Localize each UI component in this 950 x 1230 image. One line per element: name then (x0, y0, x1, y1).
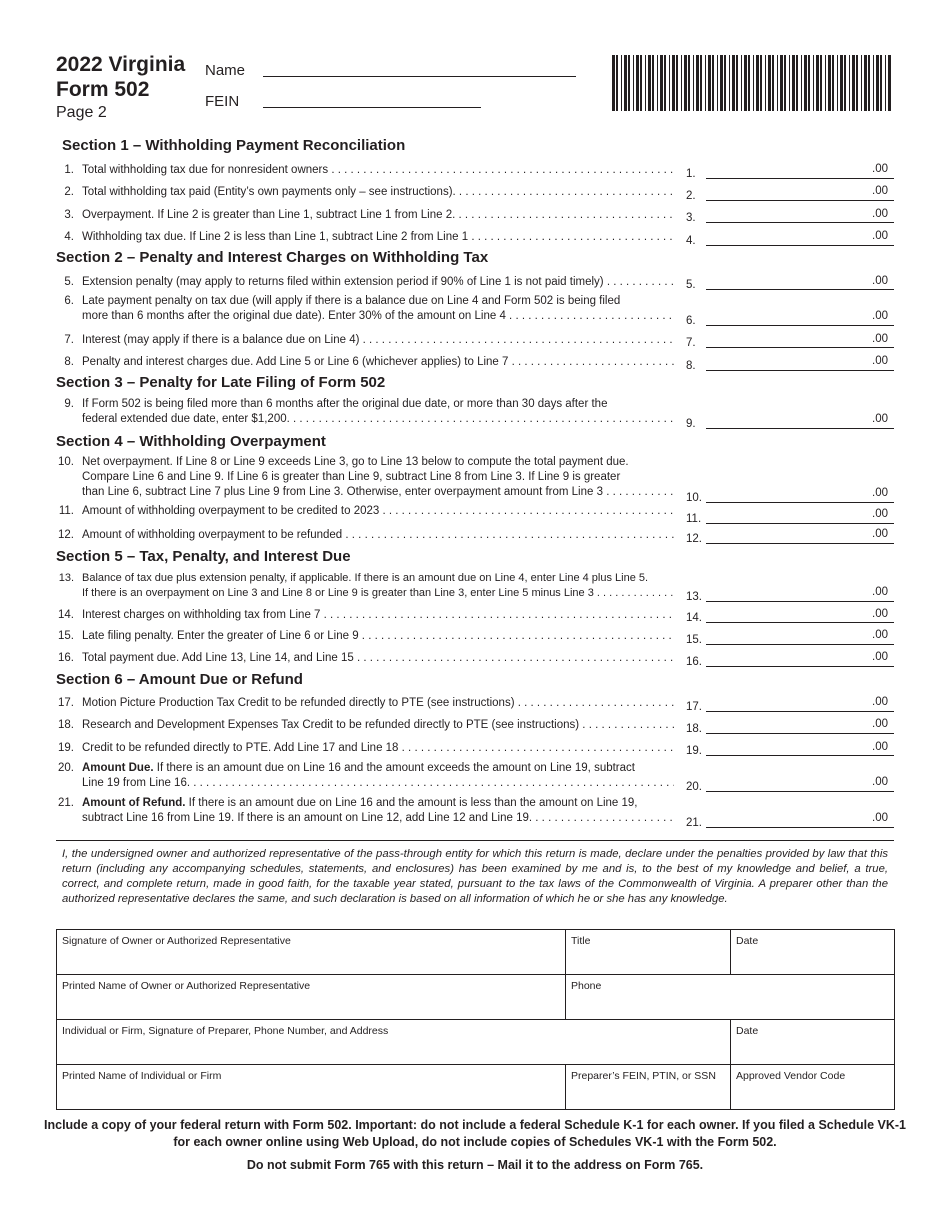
line-11-amount: .00 (872, 508, 888, 520)
preparer-signature-field[interactable] (57, 1020, 731, 1065)
entry-number: 4. (686, 235, 696, 247)
phone-label: Phone (571, 980, 602, 992)
line-label: Total withholding tax paid (Entity’s own payments only – see instructions). (82, 186, 456, 198)
barcode-bar (657, 55, 658, 111)
barcode-bar (720, 55, 723, 111)
barcode-bar (660, 55, 663, 111)
line-2-amount-field[interactable] (706, 200, 894, 201)
line-17 (56, 696, 674, 711)
line-label: Amount of withholding overpayment to be credited to 2023 (82, 505, 380, 517)
line-8-amount-field[interactable] (706, 370, 894, 371)
line-11-amount-field[interactable] (706, 523, 894, 524)
line-label: If there is an amount due on Line 16 and the amount exceeds the amount on Line 19, subtract (153, 762, 635, 774)
entry-number: 1. (686, 168, 696, 180)
line-number: 18. (58, 719, 74, 731)
barcode-bar (888, 55, 891, 111)
line-label-cont: federal extended due date, enter $1,200. (82, 413, 290, 425)
line-number: 2. (64, 186, 74, 198)
barcode-bar (712, 55, 714, 111)
line-number: 19. (58, 742, 74, 754)
owner-signature-field[interactable] (57, 930, 566, 975)
line-label-cont: subtract Line 16 from Line 19. If there is an amount on Line 12, add Line 12 and Line 19. (82, 812, 533, 824)
barcode-bar (820, 55, 822, 111)
line-7 (56, 333, 674, 348)
line-10-amount-field[interactable] (706, 502, 894, 503)
barcode-bar (729, 55, 730, 111)
entry-number: 9. (686, 418, 696, 430)
barcode-bar (717, 55, 718, 111)
form-title (56, 52, 185, 123)
barcode-bar (861, 55, 862, 111)
form-number: Form 502 (56, 78, 150, 101)
page-number: Page 2 (56, 104, 107, 121)
line-4 (56, 230, 674, 245)
declaration-text: I, the undersigned owner and authorized representative of the pass-through entity for which this return is made, declare under the penalties provided by law that this return (including any accompanying schedules, statements, and enclosures) has been examined by me and is, to the best of my knowledge and belief, a true, correct, and complete return, made in good faith, for the taxable year stated, pursuant to the tax laws of the Commonwealth of Virginia. A preparer other than the authorized representative declares the same, and such declaration is based on all information of which he or she has any knowledge. (62, 848, 888, 905)
entry-number: 20. (686, 781, 702, 793)
line-18-amount: .00 (872, 718, 888, 730)
entry-number: 14. (686, 612, 702, 624)
barcode-bar (825, 55, 826, 111)
line-label-cont: more than 6 months after the original due date). Enter 30% of the amount on Line 4 (82, 310, 506, 322)
line-number: 12. (58, 529, 74, 541)
barcode-bar (873, 55, 874, 111)
line-18-amount-field[interactable] (706, 733, 894, 734)
line-3 (56, 208, 674, 223)
vendor-code-field[interactable] (731, 1065, 895, 1110)
line-6 (56, 294, 674, 324)
barcode-bar (744, 55, 747, 111)
printed-owner-label: Printed Name of Owner or Authorized Representative (62, 980, 311, 992)
line-14-amount: .00 (872, 608, 888, 620)
line-label: Credit to be refunded directly to PTE. Add Line 17 and Line 18 (82, 742, 399, 754)
entry-number: 11. (686, 513, 702, 525)
line-10 (56, 455, 674, 500)
line-4-amount: .00 (872, 230, 888, 242)
barcode-bar (840, 55, 843, 111)
barcode-bar (784, 55, 786, 111)
line-number: 4. (64, 231, 74, 243)
barcode-bar (636, 55, 639, 111)
preparer-date-field[interactable] (731, 1020, 895, 1065)
line-label-cont: If there is an overpayment on Line 3 and Line 8 or Line 9 is greater than Line 3, enter Line 5 minus Line 3 (82, 587, 594, 599)
barcode-bar (669, 55, 670, 111)
entry-number: 3. (686, 212, 696, 224)
barcode-bar (876, 55, 879, 111)
section-4-heading: Section 4 – Withholding Overpayment (56, 433, 326, 450)
line-label: Extension penalty (may apply to returns filed within extension period if 90% of Line 1 is not paid timely) (82, 276, 604, 288)
line-19-amount-field[interactable] (706, 755, 894, 756)
barcode-bar (741, 55, 742, 111)
signature-table (56, 929, 895, 1110)
form-year-state: 2022 Virginia (56, 53, 186, 76)
barcode-bar (676, 55, 678, 111)
line-20 (56, 761, 674, 791)
barcode-bar (880, 55, 882, 111)
footer-note-federal-return: Include a copy of your federal return with Form 502. Important: do not include a federal Schedule K-1 for each owner. If you filed a Schedule VK-1 for each owner online using Web Upload, do not include copies of Schedules VK-1 with the Form 502. (44, 1118, 906, 1149)
barcode-bar (885, 55, 886, 111)
line-15-amount-field[interactable] (706, 644, 894, 645)
barcode-bar (724, 55, 726, 111)
line-18 (56, 718, 674, 733)
barcode-bar (868, 55, 870, 111)
barcode-bar (652, 55, 654, 111)
line-17-amount: .00 (872, 696, 888, 708)
barcode-bar (621, 55, 622, 111)
line-12-amount-field[interactable] (706, 543, 894, 544)
line-13 (56, 571, 674, 601)
barcode-bar (748, 55, 750, 111)
line-20-amount-field[interactable] (706, 791, 894, 792)
section-6-heading: Section 6 – Amount Due or Refund (56, 671, 303, 688)
line-number: 8. (64, 356, 74, 368)
line-number: 7. (64, 334, 74, 346)
printed-firm-label: Printed Name of Individual or Firm (62, 1070, 222, 1082)
line-14-amount-field[interactable] (706, 622, 894, 623)
line-label: Late payment penalty on tax due (will apply if there is a balance due on Line 4 and Form 502 is being filed (82, 295, 621, 307)
line-14 (56, 608, 674, 623)
barcode-bar (801, 55, 802, 111)
entry-number: 7. (686, 337, 696, 349)
line-19 (56, 741, 674, 756)
date-label: Date (736, 935, 759, 947)
barcode-bar (696, 55, 699, 111)
barcode-bar (664, 55, 666, 111)
line-16-amount: .00 (872, 651, 888, 663)
preparer-id-field[interactable] (566, 1065, 731, 1110)
barcode-bar (832, 55, 834, 111)
barcode (610, 55, 893, 111)
line-label-bold: Amount of Refund. (82, 797, 186, 809)
barcode-bar (693, 55, 694, 111)
preparer-signature-label: Individual or Firm, Signature of Preparer, Phone Number, and Address (62, 1025, 389, 1037)
barcode-bar (837, 55, 838, 111)
name-field[interactable] (263, 76, 576, 77)
line-16 (56, 651, 674, 666)
line-number: 20. (58, 762, 74, 774)
entry-number: 21. (686, 817, 702, 829)
barcode-bar (760, 55, 762, 111)
barcode-bar (849, 55, 850, 111)
printed-owner-field[interactable] (57, 975, 566, 1020)
line-label: If there is an amount due on Line 16 and the amount is less than the amount on Line 19, (185, 797, 638, 809)
line-label: Balance of tax due plus extension penalty, if applicable. If there is an amount due on Line 4, enter Line 4 plus Line 5. (82, 572, 649, 584)
line-21-amount-field[interactable] (706, 827, 894, 828)
line-label: Total payment due. Add Line 13, Line 14, and Line 15 (82, 652, 354, 664)
barcode-bar (816, 55, 819, 111)
line-number: 9. (64, 398, 74, 410)
barcode-bar (672, 55, 675, 111)
line-number: 17. (58, 697, 74, 709)
barcode-bar (844, 55, 846, 111)
entry-number: 13. (686, 591, 702, 603)
line-9-amount-field[interactable] (706, 428, 894, 429)
entry-number: 19. (686, 745, 702, 757)
barcode-bar (813, 55, 814, 111)
line-number: 1. (64, 164, 74, 176)
line-number: 5. (64, 276, 74, 288)
section-2-heading: Section 2 – Penalty and Interest Charges on Withholding Tax (56, 249, 489, 266)
line-number: 14. (58, 609, 74, 621)
line-15 (56, 629, 674, 644)
fein-label: FEIN (205, 93, 240, 110)
entry-number: 8. (686, 360, 696, 372)
barcode-bar (645, 55, 646, 111)
line-label: Amount of withholding overpayment to be refunded (82, 529, 343, 541)
line-5-amount-field[interactable] (706, 289, 894, 290)
line-15-amount: .00 (872, 629, 888, 641)
barcode-bar (612, 55, 615, 111)
preparer-id-label: Preparer’s FEIN, PTIN, or SSN (571, 1070, 716, 1082)
line-8-amount: .00 (872, 355, 888, 367)
title-field[interactable] (566, 930, 731, 975)
entry-number: 10. (686, 492, 702, 504)
line-7-amount: .00 (872, 333, 888, 345)
barcode-bar (856, 55, 858, 111)
vendor-code-label: Approved Vendor Code (736, 1070, 846, 1082)
line-number: 13. (58, 572, 74, 584)
line-21 (56, 796, 674, 826)
line-label: Penalty and interest charges due. Add Line 5 or Line 6 (whichever applies) to Line 7 (82, 356, 509, 368)
owner-signature-label: Signature of Owner or Authorized Representative (62, 935, 291, 947)
line-label: Motion Picture Production Tax Credit to be refunded directly to PTE (see instructions) (82, 697, 515, 709)
entry-number: 16. (686, 656, 702, 668)
line-6-amount-field[interactable] (706, 325, 894, 326)
barcode-bar (753, 55, 754, 111)
line-7-amount-field[interactable] (706, 347, 894, 348)
section-3-heading: Section 3 – Penalty for Late Filing of Form 502 (56, 374, 386, 391)
line-4-amount-field[interactable] (706, 245, 894, 246)
line-17-amount-field[interactable] (706, 711, 894, 712)
line-5-amount: .00 (872, 275, 888, 287)
line-label: Research and Development Expenses Tax Credit to be refunded directly to PTE (see instructions) (82, 719, 580, 731)
barcode-bar (684, 55, 687, 111)
barcode-bar (640, 55, 642, 111)
barcode-bar (765, 55, 766, 111)
line-1-amount-field[interactable] (706, 178, 894, 179)
barcode-bar (708, 55, 711, 111)
line-label: Net overpayment. If Line 8 or Line 9 exceeds Line 3, go to Line 13 below to compute the total payment due. (82, 456, 629, 468)
preparer-date-label: Date (736, 1025, 759, 1037)
line-label: Total withholding tax due for nonresident owners (82, 164, 329, 176)
barcode-bar (828, 55, 831, 111)
entry-number: 6. (686, 315, 696, 327)
line-13-amount: .00 (872, 586, 888, 598)
barcode-bar (808, 55, 810, 111)
line-3-amount: .00 (872, 208, 888, 220)
barcode-bar (772, 55, 774, 111)
line-19-amount: .00 (872, 741, 888, 753)
line-number: 10. (58, 456, 74, 468)
date-field[interactable] (731, 930, 895, 975)
line-12 (56, 528, 674, 543)
entry-number: 15. (686, 634, 702, 646)
line-10-amount: .00 (872, 487, 888, 499)
entry-number: 5. (686, 279, 696, 291)
line-label-cont: Compare Line 6 and Line 9. If Line 6 is greater than Line 9, subtract Line 8 from Line 3. If Line 9 is greater (82, 471, 621, 483)
barcode-bar (796, 55, 798, 111)
line-1 (56, 163, 674, 178)
line-label: Overpayment. If Line 2 is greater than Line 1, subtract Line 1 from Line 2. (82, 209, 456, 221)
line-number: 6. (64, 295, 74, 307)
footer-note-form-765: Do not submit Form 765 with this return – Mail it to the address on Form 765. (246, 1158, 704, 1172)
line-20-amount: .00 (872, 776, 888, 788)
entry-number: 2. (686, 190, 696, 202)
barcode-bar (624, 55, 627, 111)
barcode-bar (628, 55, 630, 111)
line-16-amount-field[interactable] (706, 666, 894, 667)
line-label: Interest (may apply if there is a balance due on Line 4) (82, 334, 360, 346)
line-label: Late filing penalty. Enter the greater of Line 6 or Line 9 (82, 630, 359, 642)
line-label: Withholding tax due. If Line 2 is less than Line 1, subtract Line 2 from Line 1 (82, 231, 469, 243)
divider (56, 840, 894, 841)
line-label: If Form 502 is being filed more than 6 months after the original due date, or more than 30 days after the (82, 398, 608, 410)
line-11 (56, 504, 674, 519)
line-6-amount: .00 (872, 310, 888, 322)
line-label-cont: Line 19 from Line 16. (82, 777, 191, 789)
line-number: 11. (58, 505, 74, 517)
line-1-amount: .00 (872, 163, 888, 175)
section-5-heading: Section 5 – Tax, Penalty, and Interest Due (56, 548, 351, 565)
printed-firm-field[interactable] (57, 1065, 566, 1110)
line-9-amount: .00 (872, 413, 888, 425)
entry-number: 12. (686, 533, 702, 545)
line-2 (56, 185, 674, 200)
line-label-cont: than Line 6, subtract Line 7 plus Line 9 from Line 3. Otherwise, enter overpayment amount from Line 3 (82, 486, 603, 498)
line-2-amount: .00 (872, 185, 888, 197)
fein-field[interactable] (263, 107, 481, 108)
barcode-bar (688, 55, 690, 111)
section-1-heading: Section 1 – Withholding Payment Reconciliation (62, 137, 406, 154)
title-label: Title (571, 935, 591, 947)
barcode-bar (756, 55, 759, 111)
line-number: 15. (58, 630, 74, 642)
line-13-amount-field[interactable] (706, 601, 894, 602)
name-label: Name (205, 62, 246, 79)
barcode-bar (780, 55, 783, 111)
line-8 (56, 355, 674, 370)
line-number: 21. (58, 797, 74, 809)
barcode-bar (700, 55, 702, 111)
line-5 (56, 275, 674, 290)
line-label-bold: Amount Due. (82, 762, 154, 774)
line-number: 16. (58, 652, 74, 664)
line-number: 3. (64, 209, 74, 221)
barcode-bar (705, 55, 706, 111)
line-9 (56, 397, 674, 427)
barcode-bar (736, 55, 738, 111)
barcode-bar (804, 55, 807, 111)
barcode-bar (648, 55, 651, 111)
barcode-bar (633, 55, 634, 111)
line-3-amount-field[interactable] (706, 222, 894, 223)
entry-number: 17. (686, 701, 702, 713)
line-12-amount: .00 (872, 528, 888, 540)
phone-field[interactable] (566, 975, 895, 1020)
barcode-bar (681, 55, 682, 111)
barcode-bar (792, 55, 795, 111)
barcode-bar (789, 55, 790, 111)
line-21-amount: .00 (872, 812, 888, 824)
barcode-bar (864, 55, 867, 111)
barcode-bar (852, 55, 855, 111)
line-label: Interest charges on withholding tax from Line 7 (82, 609, 321, 621)
barcode-bar (732, 55, 735, 111)
barcode-bar (616, 55, 618, 111)
barcode-bar (768, 55, 771, 111)
entry-number: 18. (686, 723, 702, 735)
barcode-bar (777, 55, 778, 111)
